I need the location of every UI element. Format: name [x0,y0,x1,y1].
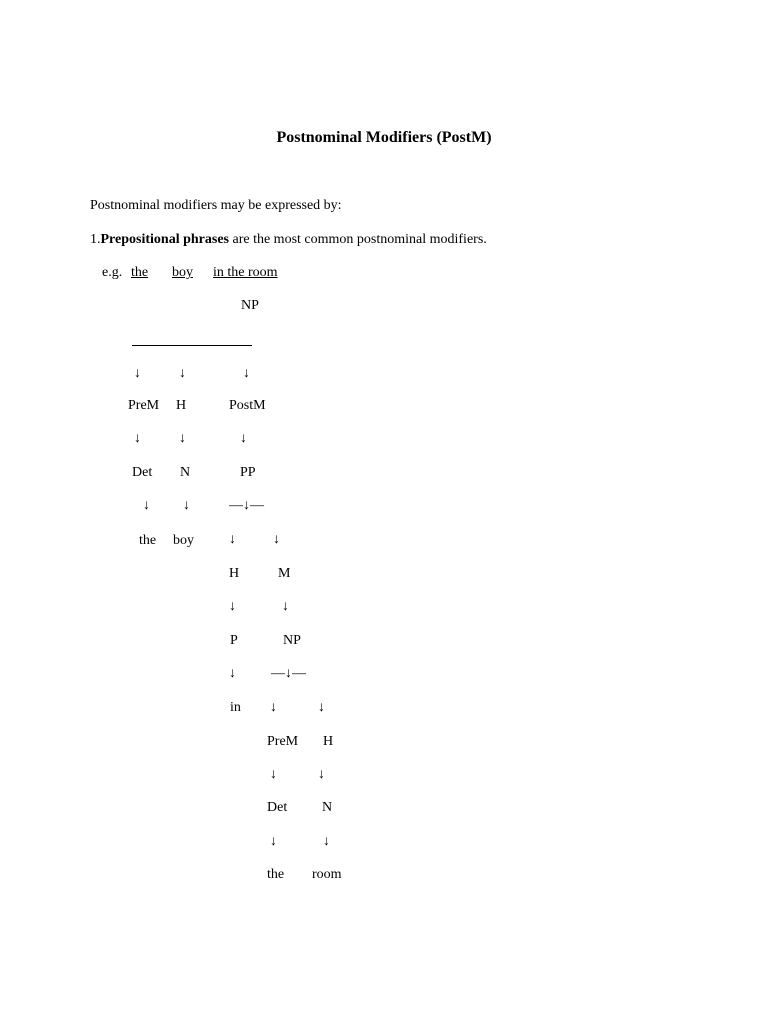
tree-root-branch-line [132,345,252,346]
arrow-icon: ↓ [179,366,186,381]
tree-node-pp-m: M [278,566,291,581]
pp-branch-bracket: —↓— [229,498,264,513]
example-word-in-the-room: in the room [213,265,278,280]
tree-node-np2-n: N [322,800,333,815]
arrow-icon: ↓ [270,834,277,849]
example-word-boy: boy [172,265,193,280]
arrow-icon: ↓ [270,767,277,782]
tree-node-pp: PP [240,465,256,480]
tree-leaf-the: the [139,533,157,548]
arrow-icon: ↓ [183,498,190,513]
arrow-icon: ↓ [143,498,150,513]
tree-leaf-boy: boy [173,533,194,548]
arrow-icon: ↓ [270,700,277,715]
tree-node-np2-prem: PreM [267,734,299,749]
arrow-icon: ↓ [243,366,250,381]
tree-node-np2-h: H [323,734,334,749]
tree-leaf-room: room [312,867,342,882]
point-1-number: 1. [90,232,101,247]
arrow-icon: ↓ [323,834,330,849]
tree-node-det: Det [132,465,153,480]
arrow-icon: ↓ [229,666,236,681]
np2-branch-bracket: —↓— [271,666,306,681]
arrow-icon: ↓ [273,532,280,547]
arrow-icon: ↓ [282,599,289,614]
intro-text: Postnominal modifiers may be expressed by: [90,198,342,213]
example-prefix: e.g. [102,265,123,280]
arrow-icon: ↓ [240,431,247,446]
arrow-icon: ↓ [134,431,141,446]
point-1 [90,233,487,247]
arrow-icon: ↓ [229,599,236,614]
arrow-icon: ↓ [318,767,325,782]
arrow-icon: ↓ [229,532,236,547]
tree-leaf-in: in [230,700,241,715]
example-word-the: the [131,265,149,280]
arrow-icon: ↓ [179,431,186,446]
tree-node-np2: NP [283,633,301,648]
tree-node-pp-h: H [229,566,240,581]
tree-node-np2-det: Det [267,800,288,815]
tree-leaf-the-2: the [267,867,285,882]
tree-root-np: NP [241,298,259,313]
tree-node-p: P [230,633,238,648]
arrow-icon: ↓ [318,700,325,715]
tree-node-postm: PostM [229,398,266,413]
tree-node-prem: PreM [128,398,160,413]
page-title: Postnominal Modifiers (PostM) [276,129,492,146]
point-1-rest: are the most common postnominal modifiers. [228,232,487,247]
arrow-icon: ↓ [134,366,141,381]
point-1-bold: Prepositional phrases [100,232,229,247]
tree-node-h: H [176,398,187,413]
tree-node-n: N [180,465,191,480]
